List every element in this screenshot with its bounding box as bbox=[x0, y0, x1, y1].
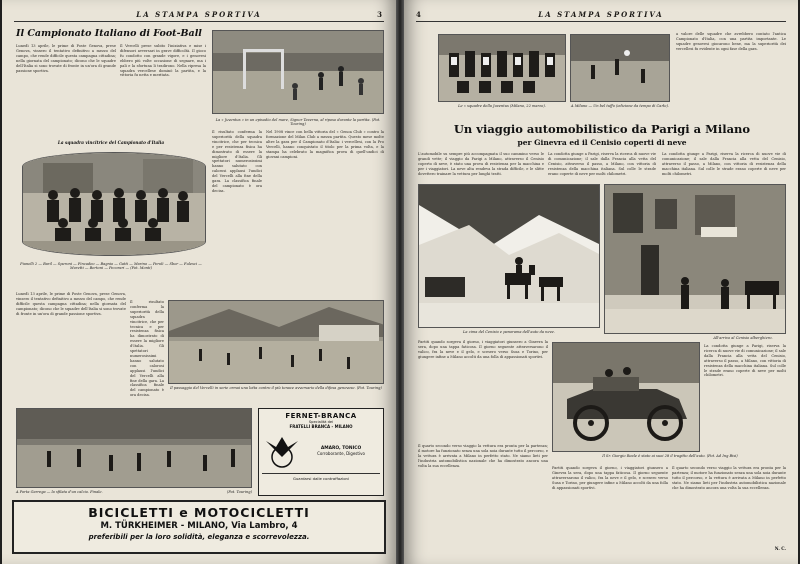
fernet-ad-tagline-2: Corroborante, Digestivo bbox=[317, 451, 365, 456]
middle-photo-caption: Il passaggio del Vercelli in serie ormai una lotta contro il più tenace avversario della difesa genovese. (Fot. Touring) bbox=[170, 386, 382, 390]
travel-column-4: Partiti quando sorgeva il giorno, i viaggiatori giunsero a Ginevra la sera, dopo una tappa faticosa. Il giorno seguente attraversarono il valico, fra la neve e il gelo, e scesero verso Susa e Torino, per giungere infine a Milano accolti da una folla di appassionati sportivi. bbox=[418, 340, 548, 359]
body-column-lower-left: Lunedì 13 aprile, le prime di Poste Genova, prese Genova, vinsero il tentativo definitivo a mezzo del campo, che rende difficile questa campagna cittadina; nella giornata del campionato; dicono che le squadre dell'Italia si sono trovate di fronte in un'ora di grande passione sportiva. bbox=[16, 292, 126, 316]
left-page bbox=[2, 0, 396, 564]
travel-column-2: La condotta giunge a Parigi, riserva la ricerca di nuove vie di comunicazione; il sale dalla Francia alla vetta del Cenisio, attraverso il passo, a Milano, con vittoria di resistenza della macchina italiana. Sul colle le strade erano coperte di neve per molti chilometri. bbox=[548, 152, 656, 176]
running-head-text: LA STAMPA SPORTIVA bbox=[538, 10, 664, 19]
turkheimer-bicycle-ad bbox=[12, 500, 386, 554]
page-number: 3 bbox=[377, 10, 384, 19]
travel-article-title: Un viaggio automobilistico da Parigi a Milano bbox=[453, 122, 751, 136]
automobile-photo bbox=[552, 342, 700, 452]
top-photo-caption: La « Juventus » in un episodio del mare, Signor Taverna, al riposo durante la partita. (Fot. Touring) bbox=[215, 118, 381, 127]
fernet-branca-ad bbox=[258, 408, 384, 496]
body-column-lower-narrow: Il risultato conferma la superiorità della squadra vincitrice, che per tecnica e per resistenza fisica ha dimostrato di essere la migliore d'Italia. Gli spettatori numerosissimi hanno salutato con calorosi applausi l'undici del Vercelli alla fine della gara. La classifica finale del campionato è ora decisa. bbox=[130, 300, 164, 398]
left-running-head bbox=[14, 10, 384, 22]
team-photo-caption: Pianelli 2 — Baril — Speroni — Fincadeo — Bagnio — Gatti — Marino — Peroli — Sbor — Fulesci — Moretti — Bertoni — Pecorari — (Fot. Monti) bbox=[20, 262, 202, 271]
section-heading: La squadra vincitrice del Campionato d'Italia bbox=[57, 140, 165, 145]
winning-team-photo bbox=[22, 152, 206, 256]
fernet-ad-warning: Guardarsi dalle contraffazioni bbox=[262, 473, 380, 481]
fernet-ad-brand: FERNET-BRANCA bbox=[285, 412, 357, 420]
spine-gutter bbox=[396, 0, 404, 564]
milano-photo-caption: A Milano — Un bel tuffo (edizione da tempo di Carlo). bbox=[570, 104, 670, 108]
travel-column-7: Partiti quando sorgeva il giorno, i viaggiatori giunsero a Ginevra la sera, dopo una tappa faticosa. Il giorno seguente attraversarono il valico, fra la neve e il gelo, e scesero verso Susa e Torino, per giungere infine a Milano accolti da una folla di appassionati sportivi. bbox=[552, 466, 668, 490]
fernet-ad-line: Specialità dei bbox=[308, 420, 334, 424]
bicycle-ad-headline: BICICLETTI e MOTOCICLETTI bbox=[88, 505, 310, 520]
hotel-photo-caption: All'arrivo al Cenisio alberghiero. bbox=[713, 336, 773, 340]
travel-column-3: La condotta giunge a Parigi, riserva la ricerca di nuove vie di comunicazione; il sale dalla Francia alla vetta del Cenisio, attraverso il passo, a Milano, con vittoria di resistenza della macchina italiana. Sul colle le strade erano coperte di neve per molti chilometri. bbox=[662, 152, 786, 176]
bicycle-ad-address: M. TÜRKHEIMER - MILANO, Via Lambro, 4 bbox=[100, 521, 298, 531]
page-number: 4 bbox=[416, 10, 423, 19]
travel-column-1: L'automobile su sempre più accompagnata il suo cammino verso le grandi vette; il viaggio da Parigi a Milano, attraverso il Cenisio coperto di neve, è stato una prova di resistenza per la macchina e per i viaggiatori. La neve alta rendeva la strada difficile, e le slitte dovettero trainare la vettura per lunghi tratti. bbox=[418, 152, 544, 176]
body-column-right-narrow: Il risultato conferma la superiorità della squadra vincitrice, che per tecnica e per resistenza fisica ha dimostrato di essere la migliore d'Italia. Gli spettatori numerosissimi hanno salutato con calorosi applausi l'undici del Vercelli alla fine della gara. La classifica finale del campionato è ora decisa. bbox=[212, 130, 262, 193]
fernet-ad-maker: FRATELLI BRANCA - MILANO bbox=[289, 424, 353, 429]
right-page bbox=[404, 0, 798, 564]
football-match-photo-middle bbox=[168, 300, 384, 384]
travel-column-5: La condotta giunge a Parigi, riserva la ricerca di nuove vie di comunicazione; il sale dalla Francia alla vetta del Cenisio, attraverso il passo, a Milano, con vittoria di resistenza della macchina italiana. Sul colle le strade erano coperte di neve per molti chilometri. bbox=[704, 344, 786, 378]
travel-column-8: Il quarto secondo verso viaggio la vettura era pronta per la partenza; il motore ha funzionato senza una sola noia durante tutto il percorso, e la vettura è arrivata a Milano in perfetto stato. Ne siamo lieti per l'industria automobilistica nazionale che ha dimostrato ancora una volta la sua eccellenza. bbox=[672, 466, 786, 490]
article-signature: N. C. bbox=[774, 546, 786, 551]
football-match-photo-top bbox=[212, 30, 384, 114]
bottom-photo-caption: A Porta Garrega — la sfilata d'un calcio. Finale. bbox=[16, 490, 103, 494]
automobile-photo-caption: Il Sr. Giorgio Reale è stato ai suoi 28 il tragitto dell'auto. (Fot. Ad Ing Bisi) bbox=[602, 454, 738, 458]
article-title: Il Campionato Italiano di Foot-Ball bbox=[16, 28, 202, 39]
running-head-text: LA STAMPA SPORTIVA bbox=[136, 10, 262, 19]
travel-article-subtitle: per Ginevra ed il Cenisio coperti di neve bbox=[517, 138, 687, 147]
eagle-globe-logo-icon bbox=[262, 433, 302, 469]
milano-action-photo bbox=[570, 34, 670, 102]
juventus-team-photo bbox=[438, 34, 566, 102]
right-running-head bbox=[416, 10, 786, 22]
bottom-photo-credit: (Fot. Touring) bbox=[226, 490, 252, 494]
mont-cenis-hotel-photo bbox=[604, 184, 786, 334]
intro-paragraph: Lunedì 13 aprile, le prime di Poste Genova, prese Genova, vinsero il tentativo definitivo a mezzo del campo, che rende difficile questa campagna cittadina; nella giornata del campionato; dicono che le squadre dell'Italia si sono trovate di fronte in un'ora di grande passione sportiva. bbox=[16, 44, 116, 73]
snow-photo-caption: La cima del Cenisio e panorama dell'auto da neve. bbox=[463, 330, 555, 334]
right-top-column: a valore delle squadre che avrebbero contato l'antica Campionato d'Italia, con una partita importante. Le squadre genovesi giocarono bene, ma la superiorità dei vercellesi fu evidente in ogni fase della gara. bbox=[676, 32, 786, 51]
mont-cenis-snow-photo bbox=[418, 184, 600, 328]
body-column-mid: Nel 1908 vince con bella vittoria del « Genoa Club » contro la formazione del Milan Club a mezza partita. Questo mese molte altre la gara per il Campionato d'Italia: i vercellesi, con la Pro Vercelli, hanno conquistato il titolo per la prima volta, e la stampa ha celebrato la magnifica prova di quell'undici di giovani campioni. bbox=[266, 130, 384, 159]
fernet-ad-tagline-1: AMARO, TONICO bbox=[320, 446, 362, 451]
intro-paragraph-2: Il Vercelli prese subito l'iniziativa e mise i difensori avversari in grave difficoltà. Il gioco fu condotto con grande vigore, e i genovesi ebbero più volte occasione di segnare, ma i pali e la sfortuna li tradirono. Nella ripresa la squadra vercellese dominò la partita, e la vittoria fu netta e meritata. bbox=[120, 44, 206, 78]
bicycle-ad-slogan: preferibili per la loro solidità, eleganza e scorrevolezza. bbox=[88, 533, 310, 541]
juventus-photo-caption: Le « squadre della Juventus (Milano, 22 marzo). bbox=[458, 104, 546, 108]
travel-column-6: Il quarto secondo verso viaggio la vettura era pronta per la partenza; il motore ha funzionato senza una sola noia durante tutto il percorso, e la vettura è arrivata a Milano in perfetto stato. Ne siamo lieti per l'industria automobilistica nazionale che ha dimostrato ancora una volta la sua eccellenza. bbox=[418, 444, 548, 468]
football-match-photo-bottom bbox=[16, 408, 252, 488]
